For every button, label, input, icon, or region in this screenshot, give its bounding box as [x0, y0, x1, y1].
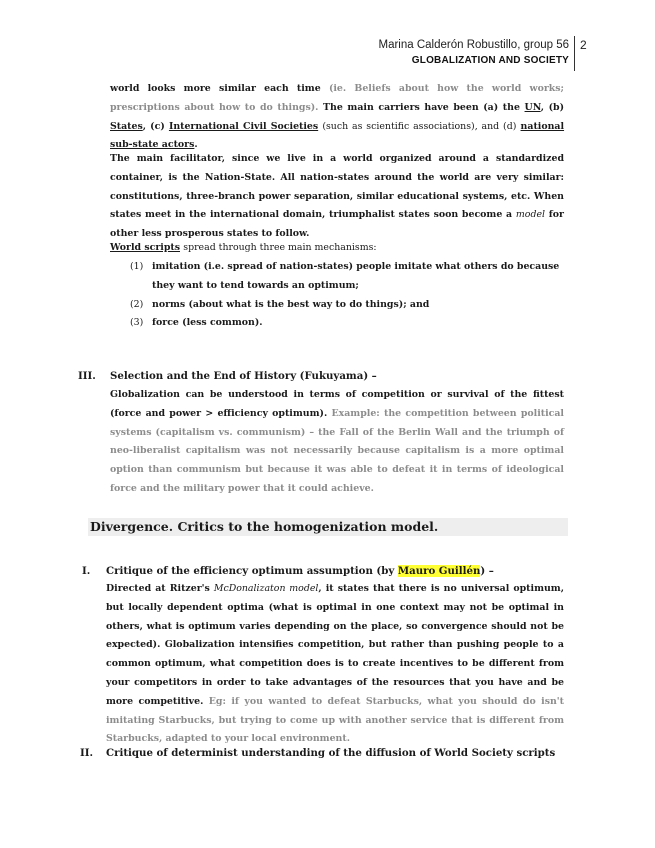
p1-c: The main carriers have been (a) the [323, 101, 520, 113]
section-title: Critique of the efficiency optimum assumption (by [106, 565, 395, 577]
header-author: Marina Calderón Robustillo, group 56 [378, 39, 569, 51]
section-numeral: III. [78, 370, 96, 382]
list-item [110, 258, 564, 296]
page-header [379, 38, 570, 68]
list-text: norms (about what is the best way to do things); and [152, 299, 430, 310]
section-numeral: I. [82, 565, 91, 577]
p1-b: (ie. Beliefs about how the world works; prescriptions about how to do things). [110, 83, 564, 113]
paragraph-selection [110, 386, 564, 499]
p1-nssa: national sub-state actors [110, 120, 565, 151]
p1-a: world looks more similar each time [110, 83, 321, 94]
list-item [110, 296, 564, 315]
paragraph-facilitator [110, 150, 564, 244]
header-course: GLOBALIZATION AND SOCIETY [411, 55, 569, 66]
paragraph-carriers [110, 80, 564, 155]
p1-ics: International Civil Societies [168, 120, 319, 132]
paragraph-world-scripts [110, 239, 564, 258]
p2-b: for other less prosperous states to follow. [110, 209, 564, 240]
page-number: 2 [580, 38, 587, 52]
si-body-b: , it states that there is no universal optimum, but locally dependent optima (what is optimal in one context may not be optimal in others, what is optimum varies depending on the place, so convergence should not be expected). Globalization intensifies competition, but rather than pushing people to a common optimum, what competition does is to create incentives to be different from your competitors in order to take advantages of the resources that you have and be more competitive. [106, 583, 564, 707]
p1-states: States [110, 120, 143, 132]
section-title: Selection and the End of History (Fukuyama) – [110, 370, 377, 382]
list-number: (2) [130, 299, 144, 310]
p2-model: model [515, 209, 545, 221]
list-number: (3) [130, 317, 144, 328]
p1-d: , (b) [540, 101, 565, 113]
list-text: force (less common). [152, 317, 263, 328]
section-title-end: ) – [480, 565, 494, 577]
header-divider [574, 36, 575, 71]
list-number: (1) [130, 261, 144, 272]
paragraph-efficiency-critique [106, 580, 564, 749]
p1-g: . [194, 139, 198, 151]
p3-rest: spread through three main mechanisms: [183, 242, 377, 253]
s3-body-a: Globalization can be understood in terms of competition or survival of the fittest (force and power > efficiency optimum). [110, 389, 564, 419]
si-body-model: McDonalizaton model [213, 583, 319, 594]
section-numeral: II. [80, 747, 94, 759]
p2-a: The main facilitator, since we live in a world organized around a standardized container, is the Nation-State. All nation-states around the world are very similar: constitutions, three-branch power separation, similar educational systems, etc. When states meet in the international domain, triumphalist states soon become a [110, 153, 564, 221]
list-item [110, 314, 564, 333]
si-body-c: Eg: if you wanted to defeat Starbucks, what you should do isn't imitating Starbucks, but trying to come up with another service that is different from Starbucks, adapted to your local environment. [106, 695, 564, 745]
s3-body-b: Example: the competition between political systems (capitalism vs. communism) – the Fall of the Berlin Wall and the triumph of neo-liberalist capitalism was not necessarily because capitalism is a more optimal option than communism but because it was able to defeat it in terms of ideological force and the military power that it could achieve. [110, 407, 564, 494]
p1-un: UN [524, 101, 541, 113]
si-body-a: Directed at Ritzer's [106, 583, 210, 594]
list-text: imitation (i.e. spread of nation-states) people imitate what others do because they want to tend towards an optimum; [152, 261, 560, 291]
section-title: Critique of determinist understanding of the diffusion of World Society scripts [106, 747, 556, 759]
p1-e: , (c) [142, 120, 165, 132]
p3-ws: World scripts [110, 242, 180, 253]
highlighted-author: Mauro Guillén [397, 565, 481, 577]
divergence-heading: Divergence. Critics to the homogenization model. [88, 518, 568, 536]
p1-f: (such as scientific associations), and (d) [322, 120, 517, 132]
